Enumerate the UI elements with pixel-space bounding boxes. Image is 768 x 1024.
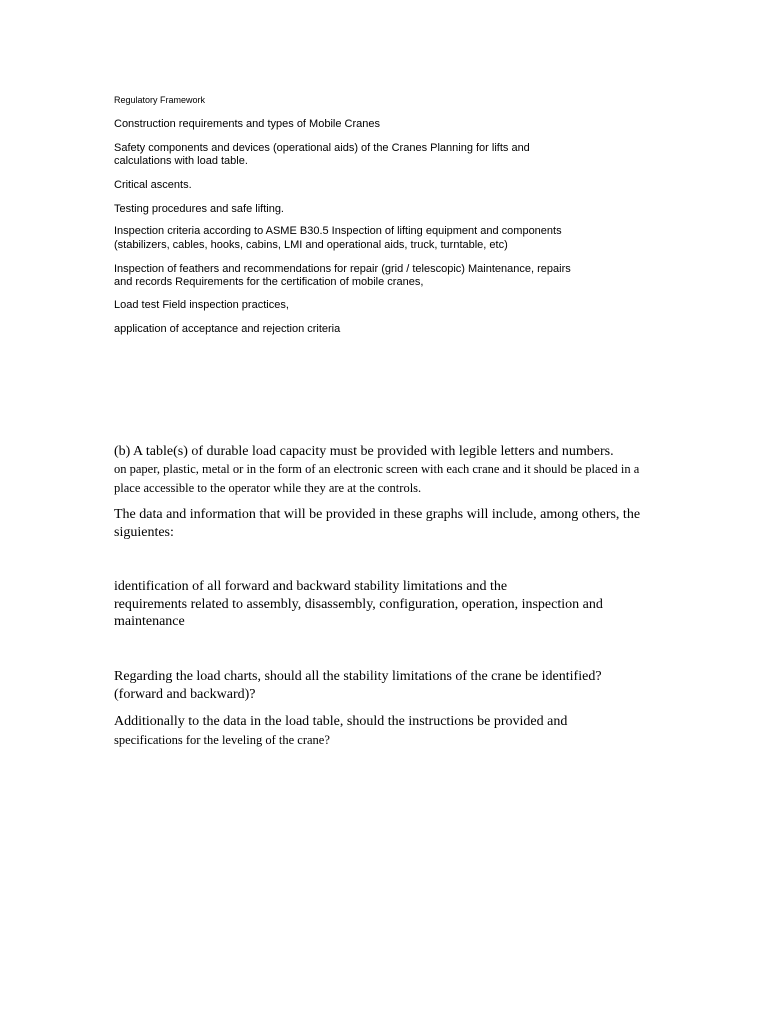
topic-safety-components-line2: calculations with load table. (114, 155, 248, 167)
topic-acceptance-criteria: application of acceptance and rejection criteria (114, 323, 341, 335)
identification-paragraph-line1: identification of all forward and backward stability limitations and the (114, 579, 508, 594)
topic-inspection-criteria-line1: Inspection criteria according to ASME B30.5 Inspection of lifting equipment and components (114, 225, 562, 237)
data-paragraph-line2: siguientes: (114, 525, 174, 540)
document-heading: Regulatory Framework (114, 95, 206, 105)
question-1-line2: (forward and backward)? (114, 687, 256, 702)
question-2-line1: Additionally to the data in the load table, should the instructions be provided and (114, 714, 568, 729)
topic-load-test: Load test Field inspection practices, (114, 299, 289, 311)
topic-testing-procedures: Testing procedures and safe lifting. (114, 203, 284, 215)
question-1-line1: Regarding the load charts, should all the stability limitations of the crane be identified? (114, 669, 602, 684)
topic-safety-components-line1: Safety components and devices (operational aids) of the Cranes Planning for lifts and (114, 142, 530, 154)
identification-paragraph-line3: maintenance (114, 614, 185, 629)
question-2-line2: specifications for the leveling of the crane? (114, 733, 330, 747)
topic-inspection-feathers-line1: Inspection of feathers and recommendations for repair (grid / telescopic) Maintenance, repairs (114, 263, 571, 275)
data-paragraph-line1: The data and information that will be provided in these graphs will include, among others, the (114, 507, 641, 522)
topic-inspection-feathers-line2: and records Requirements for the certification of mobile cranes, (114, 276, 424, 288)
topic-construction-requirements: Construction requirements and types of Mobile Cranes (114, 118, 380, 130)
topic-critical-ascents: Critical ascents. (114, 179, 192, 191)
identification-paragraph-line2: requirements related to assembly, disassembly, configuration, operation, inspection and (114, 597, 603, 612)
paragraph-b-line1: (b) A table(s) of durable load capacity must be provided with legible letters and numbers. (114, 444, 614, 459)
topic-inspection-criteria-line2: (stabilizers, cables, hooks, cabins, LMI and operational aids, truck, turntable, etc) (114, 239, 508, 251)
paragraph-b-line2: on paper, plastic, metal or in the form of an electronic screen with each crane and it should be placed in a (114, 462, 640, 476)
paragraph-b-line3: place accessible to the operator while they are at the controls. (114, 481, 422, 495)
